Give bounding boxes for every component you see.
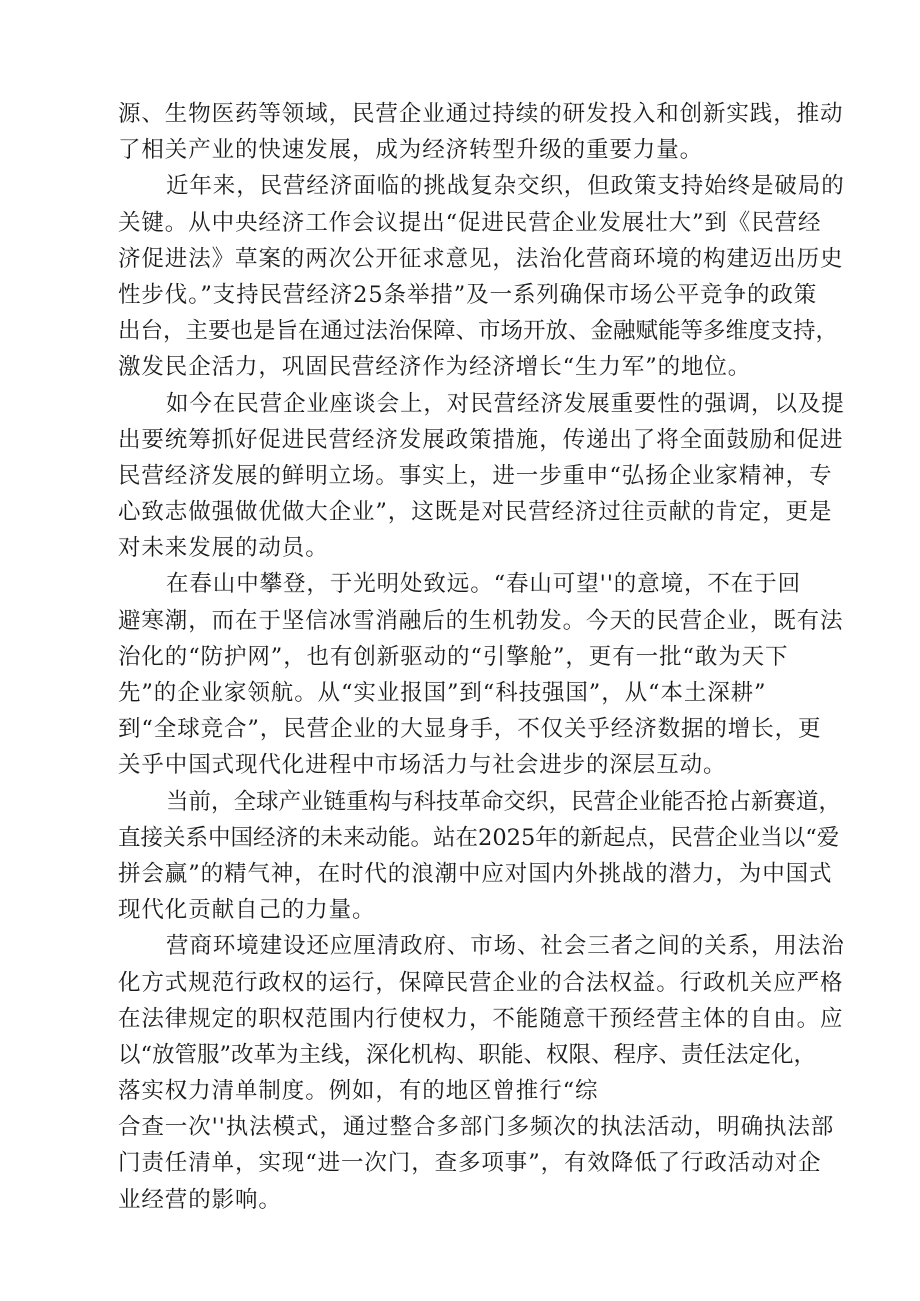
text-line: 直接关系中国经济的未来动能。站在2025年的新起点，民营企业当以“爱	[118, 824, 840, 851]
text-line: 避寒潮，而在于坚信冰雪消融后的生机勃发。今天的民营企业，既有法	[118, 607, 844, 634]
text-line: 心致志做强做优做大企业”，这既是对民营经济过往贡献的肯定，更是	[118, 499, 833, 526]
text-line: 合查一次''执法模式，通过整合多部门多频次的执法活动，明确执法部	[118, 1114, 835, 1141]
text-line: 关乎中国式现代化进程中市场活力与社会进步的深层互动。	[118, 752, 727, 779]
text-line: 在法律规定的职权范围内行使权力，不能随意干预经营主体的自由。应	[118, 1005, 844, 1032]
text-line: 民营经济发展的鲜明立场。事实上，进一步重申“弘扬企业家精神，专	[118, 462, 833, 489]
text-line: 落实权力清单制度。例如，有的地区曾推行“综	[118, 1078, 599, 1105]
paragraph-start-line: 当前，全球产业链重构与科技革命交织，民营企业能否抢占新赛道，	[166, 788, 842, 815]
paragraph-start-line: 在春山中攀登，于光明处致远。“春山可望''的意境，不在于回	[166, 571, 801, 598]
text-line: 治化的“防护网”，也有创新驱动的“引擎舱”，更有一批“敢为天下	[118, 643, 789, 670]
text-line: 先”的企业家领航。从“实业报国”到“科技强国”，从“本土深耕”	[118, 680, 767, 706]
text-line: 关键。从中央经济工作会议提出“促进民营企业发展壮大”到《民营经	[118, 209, 822, 236]
text-line: 现代化贡献自己的力量。	[118, 897, 376, 924]
paragraph-start-line: 近年来，民营经济面临的挑战复杂交织，但政策支持始终是破局的	[166, 173, 845, 200]
paragraph-start-line: 营商环境建设还应厘清政府、市场、社会三者之间的关系，用法治	[166, 933, 845, 960]
text-line: 以“放管服”改革为主线，深化机构、职能、权限、程序、责任法定化，	[118, 1041, 817, 1068]
paragraph-start-line: 如今在民营企业座谈会上，对民营经济发展重要性的强调，以及提	[166, 390, 845, 417]
article-body	[118, 96, 846, 1218]
text-line: 拼会赢”的精气神，在时代的浪潮中应对国内外挑战的潜力，为中国式	[118, 860, 833, 887]
text-line: 对未来发展的动员。	[118, 535, 329, 562]
text-line: 激发民企活力，巩固民营经济作为经济增长“生力军”的地位。	[118, 354, 752, 381]
text-line: 化方式规范行政权的运行，保障民营企业的合法权益。行政机关应严格	[118, 969, 844, 996]
text-line: 出要统筹抓好促进民营经济发展政策措施，传递出了将全面鼓励和促进	[118, 426, 844, 453]
text-line: 到“全球竞合”，民营企业的大显身手，不仅关乎经济数据的增长，更	[118, 716, 822, 743]
text-line: 济促进法》草案的两次公开征求意见，法治化营商环境的构建迈出历史	[118, 245, 844, 272]
text-line: 性步伐。”支持民营经济25条举措”及一系列确保市场公平竞争的政策	[118, 281, 818, 308]
text-line: 源、生物医药等领域，民营企业通过持续的研发投入和创新实践，推动	[118, 101, 844, 127]
text-line: 业经营的影响。	[118, 1186, 282, 1213]
text-line: 门责任清单，实现“进一次门，查多项事”，有效降低了行政活动对企	[118, 1150, 822, 1177]
text-line: 了相关产业的快速发展，成为经济转型升级的重要力量。	[118, 137, 704, 164]
text-line: 出台，主要也是旨在通过法治保障、市场开放、金融赋能等多维度支持，	[118, 318, 839, 345]
